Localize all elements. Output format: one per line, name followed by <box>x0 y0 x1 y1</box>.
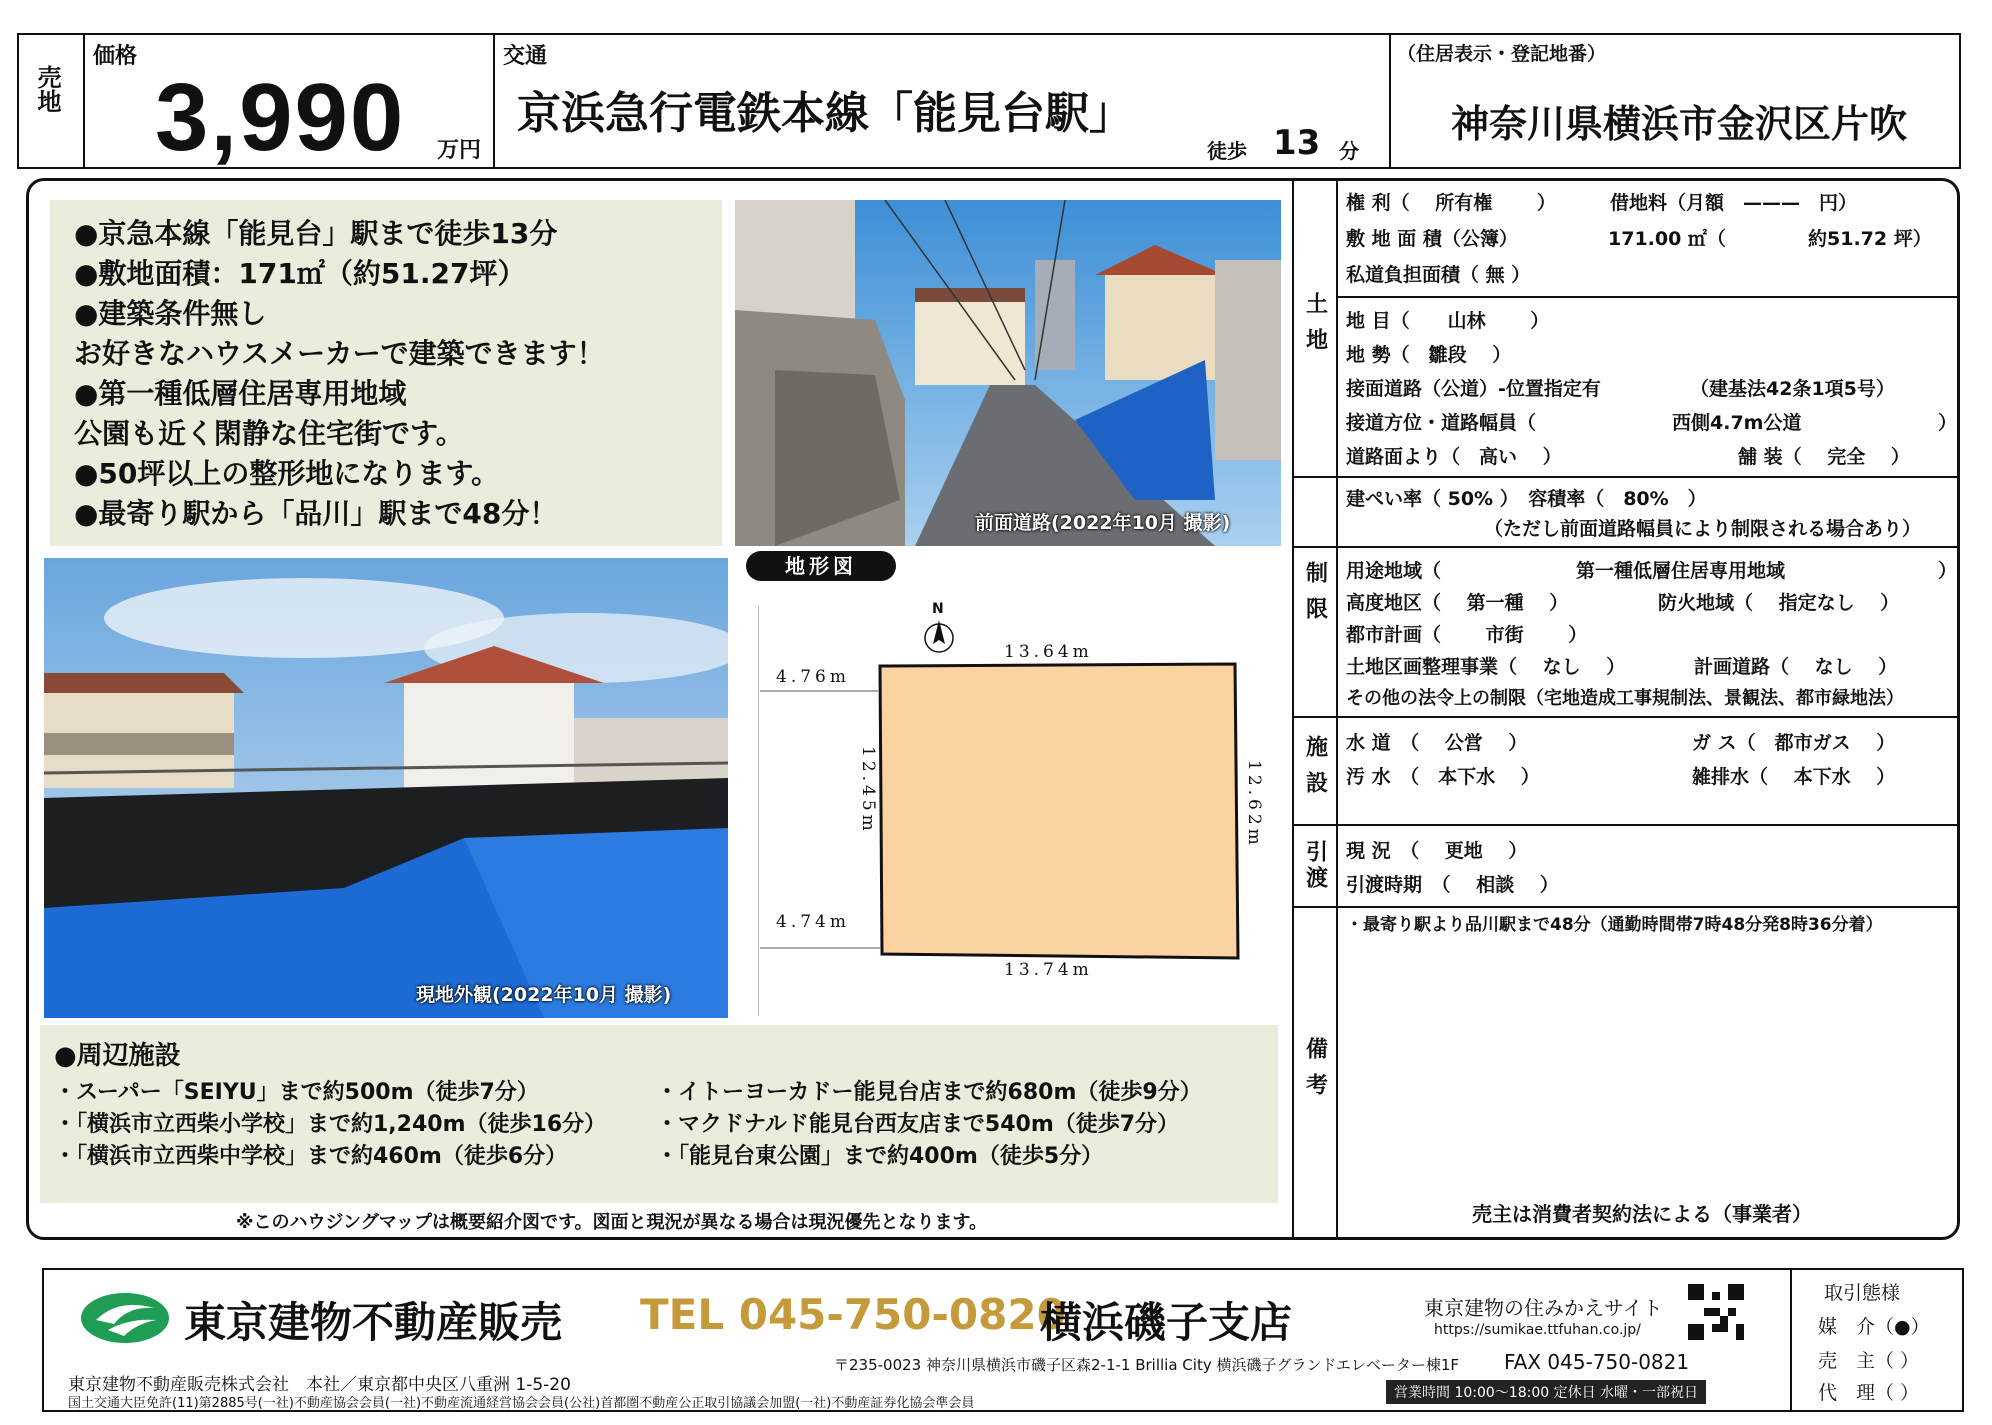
deal-type-title: 取引態様 <box>1824 1282 1901 1304</box>
road-law: （建基法42条1項5号） <box>1690 378 1895 400</box>
feature-line: ●第一種低層住居専用地域 <box>74 377 407 410</box>
feature-line: 公園も近く閑静な住宅街です。 <box>74 417 464 450</box>
dimension-offset-bottom: 4.74m <box>776 912 850 932</box>
site-name: 東京建物の住みかえサイト <box>1424 1296 1663 1320</box>
sewage: 汚 水 （ 本下水 ） <box>1346 766 1540 788</box>
corporate-info: 東京建物不動産販売株式会社 本社／東京都中央区八重洲 1-5-20 <box>68 1375 571 1395</box>
address-cell <box>1391 35 1959 167</box>
fire-district: 防火地域（ 指定なし ） <box>1658 592 1900 614</box>
site-photo-illustration <box>44 558 728 1018</box>
remarks-section <box>1294 908 1958 1238</box>
land-side: 土地 <box>1294 180 1338 476</box>
feature-line: ●敷地面積：171㎡（約51.27坪） <box>74 257 526 290</box>
walk-minutes: 13 <box>1273 123 1321 163</box>
land-section <box>1294 180 1958 478</box>
zone-label: 用途地域（ <box>1346 560 1442 582</box>
price-cell <box>85 35 495 171</box>
nearby-item: ・マクドナルド能見台西友店まで540m（徒歩7分） <box>656 1112 1180 1137</box>
delivery-section <box>1294 826 1958 908</box>
rights: 権 利（ 所有権 ） <box>1346 192 1556 214</box>
road-direction-label: 接道方位・道路幅員（ <box>1346 412 1537 434</box>
deal-broker: 媒 介（●） <box>1818 1316 1930 1338</box>
site-photo <box>44 558 728 1018</box>
road-photo-caption: 前面道路(2022年10月 撮影) <box>975 512 1231 534</box>
plan-road: 計画道路（ なし ） <box>1694 656 1898 678</box>
deal-agent: 代 理（ ） <box>1818 1382 1920 1404</box>
terrain-diagram <box>758 596 1278 1016</box>
height-district: 高度地区（ 第一種 ） <box>1346 592 1569 614</box>
area-label: 敷 地 面 積（公簿） <box>1346 228 1518 250</box>
feature-line: ●50坪以上の整形地になります。 <box>74 457 500 490</box>
branch-name: 横浜磯子支店 <box>1040 1298 1293 1347</box>
land-terrain: 地 勢（ 雛段 ） <box>1346 344 1512 366</box>
station-name: 京浜急行電鉄本線「能見台駅」 <box>517 88 1133 139</box>
remarks-line: ・最寄り駅より品川駅まで48分（通勤時間帯7時48分発8時36分着） <box>1346 915 1883 935</box>
company-name: 東京建物不動産販売 <box>184 1298 563 1347</box>
other-law: その他の法令上の制限（宅地造成工事規制法、景観法、都市緑地法） <box>1346 688 1904 709</box>
deal-type-box <box>1790 1270 1966 1410</box>
type-cell <box>19 35 85 167</box>
north-mark: N <box>932 601 944 617</box>
water: 水 道 （ 公営 ） <box>1346 732 1528 754</box>
nearby-item: ・イトーヨーカドー能見台店まで約680m（徒歩9分） <box>656 1080 1202 1105</box>
road-level: 道路面より（ 高い ） <box>1346 446 1562 468</box>
road-contact: 接面道路（公道）-位置指定有 <box>1346 378 1601 400</box>
feature-line: ●京急本線「能見台」駅まで徒歩13分 <box>74 217 558 250</box>
city-plan: 都市計画（ 市街 ） <box>1346 624 1588 646</box>
business-hours: 営業時間 10:00〜18:00 定休日 水曜・一部祝日 <box>1386 1380 1706 1404</box>
transport-cell <box>495 35 1391 167</box>
road-direction-value: 西側4.7m公道 <box>1672 412 1802 434</box>
dimension-offset-top: 4.76m <box>776 667 850 687</box>
private-road: 私道負担面積（ 無 ） <box>1346 264 1531 286</box>
nearby-title: ●周辺施設 <box>54 1041 181 1071</box>
qr-code-icon[interactable] <box>1688 1284 1744 1340</box>
footer <box>42 1268 1964 1412</box>
site-url[interactable]: https://sumikae.ttfuhan.co.jp/ <box>1434 1322 1641 1338</box>
delivery-timing: 引渡時期 （ 相談 ） <box>1346 874 1559 896</box>
terrain-label: 地形図 <box>746 551 896 581</box>
seller-note: 売主は消費者契約法による（事業者） <box>1472 1202 1812 1226</box>
walk-label: 徒歩 <box>1207 139 1247 163</box>
current-status: 現 況 （ 更地 ） <box>1346 840 1528 862</box>
coverage-note: （ただし前面道路幅員により制限される場合あり） <box>1484 518 1922 540</box>
price-label: 価格 <box>93 44 138 69</box>
nearby-item: ・「横浜市立西柴中学校」まで約460m（徒歩6分） <box>54 1144 568 1169</box>
zone-close: ） <box>1938 560 1958 582</box>
feature-line: お好きなハウスメーカーで建築できます！ <box>74 337 605 370</box>
waste-water: 雑排水（ 本下水 ） <box>1692 766 1896 788</box>
gas: ガ ス（ 都市ガス ） <box>1692 732 1896 754</box>
nearby-panel <box>40 1025 1278 1203</box>
readjust: 土地区画整理事業（ なし ） <box>1346 656 1626 678</box>
paving: 舗 装（ 完全 ） <box>1738 446 1910 468</box>
remarks-side: 備考 <box>1294 908 1338 1238</box>
disclaimer: ※このハウジングマップは概要紹介図です。図面と現況が異なる場合は現況優先となります。 <box>236 1212 988 1233</box>
company-logo-icon <box>78 1290 172 1346</box>
restriction-section <box>1294 548 1958 718</box>
branch-address: 〒235-0023 神奈川県横浜市磯子区森2-1-1 Brillia City 横浜磯子グランドエレベーター棟1F <box>834 1356 1460 1374</box>
address-label: （住居表示・登記地番） <box>1397 43 1607 65</box>
feature-line: ●最寄り駅から「品川」駅まで48分！ <box>74 497 558 530</box>
facility-section <box>1294 718 1958 826</box>
dimension-left: 12.45m <box>858 746 878 835</box>
nearby-item: ・「能見台東公園」まで約400m（徒歩5分） <box>656 1144 1104 1169</box>
deal-seller: 売 主（ ） <box>1818 1350 1920 1372</box>
price-value: 3,990 <box>155 64 406 171</box>
dimension-right: 12.62m <box>1244 760 1264 849</box>
price-unit: 万円 <box>437 138 482 163</box>
area-tsubo: 約51.72 坪） <box>1808 228 1932 250</box>
fax-number: FAX 045-750-0821 <box>1504 1350 1690 1374</box>
dimension-bottom: 13.74m <box>1004 960 1093 980</box>
lease: 借地料（月額 ——— 円） <box>1610 192 1858 214</box>
restriction-side: 制限 <box>1294 478 1338 716</box>
address-value: 神奈川県横浜市金沢区片吹 <box>1451 102 1908 146</box>
transport-label: 交通 <box>503 44 548 69</box>
features-panel <box>50 200 722 546</box>
coverage-ratio: 建ぺい率（ 50% ） 容積率（ 80% ） <box>1346 488 1707 510</box>
license-info: 国土交通大臣免許(11)第2885号(一社)不動産協会会員(一社)不動産流通経営協会会員(公社)首都圏不動産公正取引協議会加盟(一社)不動産証券化協会準会員 <box>68 1396 975 1411</box>
coverage-section <box>1294 478 1958 548</box>
zone-value: 第一種低層住居専用地域 <box>1576 560 1786 582</box>
phone-number: TEL 045-750-0820 <box>640 1290 1066 1339</box>
land-divider <box>1338 296 1958 298</box>
land-category: 地 目（ 山林 ） <box>1346 310 1550 332</box>
property-type: 売地 <box>33 65 61 113</box>
area-value: 171.00 ㎡（ <box>1608 228 1726 250</box>
delivery-side: 引渡 <box>1294 826 1338 906</box>
spec-table <box>1292 180 1958 1238</box>
walk-unit: 分 <box>1339 139 1359 163</box>
nearby-item: ・スーパー「SEIYU」まで約500m（徒歩7分） <box>54 1080 539 1105</box>
road-direction-close: ） <box>1938 412 1958 434</box>
road-photo <box>735 200 1281 546</box>
road-photo-illustration <box>735 200 1281 546</box>
site-photo-caption: 現地外観(2022年10月 撮影) <box>416 984 672 1006</box>
facility-side: 施設 <box>1294 718 1338 824</box>
nearby-item: ・「横浜市立西柴小学校」まで約1,240m（徒歩16分） <box>54 1112 607 1137</box>
dimension-top: 13.64m <box>1004 642 1093 662</box>
header-bar <box>17 33 1961 169</box>
feature-line: ●建築条件無し <box>74 297 267 330</box>
